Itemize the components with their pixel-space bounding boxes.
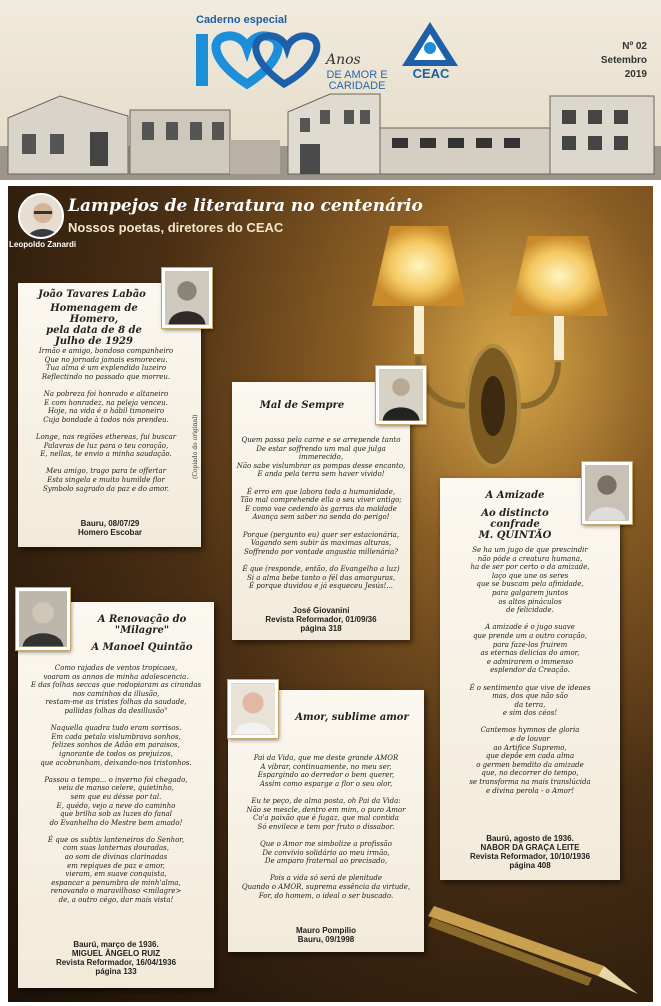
- portrait-photo-giovanini: [376, 366, 426, 424]
- poem-card-a-amizade: [440, 478, 620, 880]
- amor-line1: DE AMOR E: [326, 69, 388, 81]
- card-signature: Baurú, março de 1936. MIGUEL ÂNGELO RUIZ Revista Reformador, 16/04/1936 página 133: [55, 940, 177, 976]
- page-title: Lampejos de literatura no centenário: [68, 196, 423, 216]
- card-title-dedication: Ao distincto confrade M. QUINTÃO: [478, 508, 552, 541]
- card-title: Mal de Sempre: [259, 400, 345, 411]
- portrait-photo-nabor: [582, 462, 632, 524]
- edition-number: Nº 02: [622, 41, 647, 52]
- portrait-icon: [19, 591, 67, 647]
- portrait-photo-ruiz: [16, 588, 70, 650]
- card-signature: Baurú, agosto de 1936. NABOR DA GRAÇA LEITE Revista Reformador, 10/10/1936 página 408: [469, 834, 591, 870]
- card-title: Homenagem de Homero, pela data de 8 de Julho de 1929: [46, 303, 142, 347]
- edition-year: 2019: [624, 69, 647, 80]
- card-heading: João Tavares Labão: [38, 289, 146, 300]
- edition-info: [601, 40, 647, 82]
- card-signature: José Giovanini Revista Reformador, 01/09/36 página 318: [265, 606, 377, 633]
- portrait-icon: [231, 683, 275, 735]
- side-note: (Copiado do original): [192, 414, 199, 479]
- card-verses: Como rajadas de ventos tropicaes, voaram os annos de minha adolescencia. E das folhas seccas que rodopiaram as cirandas nos caminhos da illusão, restam-me as tristes folhas da saudade, pallidas folhas da desillusão" Naquella quadra tudo eram sorrisos. Em cada petala vislumbrava sonhos, felizes sonhos de Adão em paraisos, ignorante de todos os prejuizos, que acobrunham, deixando-nos tristonhos. Passou o tempo... o inverno foi chegado, veiu de manso celere, quietinho, sem que eu désse por tal. E, quédo, vejo a neve do caminho que brilha sob as luzes do fanal do Evanhelho do Mestre bem amado! É que os subtis lanteneiros do Senhor, com suas lanternas douradas, ao som de divinas clarinadas em repiques de paz e amor, vieram, em suave conquista, espancar a penumbra de minh'alma, renovando o maravilhoso <milagre> de, a outro cégo, dar mais vista!: [30, 664, 202, 905]
- portrait-photo-labao: [162, 268, 212, 328]
- buildings-photo: [0, 88, 661, 180]
- ceac-name: CEAC: [412, 66, 450, 81]
- anos-label: Anos: [326, 52, 361, 68]
- portrait-icon: [379, 369, 423, 421]
- card-verses: Pai da Vida, que me deste grande AMOR A vibrar, continuamente, no meu ser, Espargindo ao derredor o bem querer, Assim como esparge a flor o seu olor, Eu te peço, de alma posta, oh Pai da Vida: Não se mescle, dentro em mim, o puro Amor Co'a paixão que é fugaz, que mal contida Só envilece e tem por fruto o dissabor. Que o Amor me simbolize a profissão De convívio solidário ao meu irmão, De amparo fraternal ao precisado, Pois a vida só será de plenitude Quando o AMOR, suprema essência da virtude, For, do homem, o ideal o ser buscado.: [241, 754, 411, 900]
- card-title: A Amizade: [485, 490, 545, 501]
- card-title-dedication: A Manoel Quintão: [91, 642, 193, 653]
- card-verses: Quem passa pela carne e se arrepende tanto De estar soffrendo um mal que julga immerecido, Não sabe vislumbrar as pompas desse encanto, E anda pela terra sem haver vivido! É erro em que labora toda a humanidade, Tão mal comprehende ella o seu viver antigo; E como vae cedendo às garras da maldade Avança sem saber na senda do perigo! Porque (pergunto eu) quer ser estacionária, Vagando sem subir às maximas alturas, Soffrendo por vontade angustia millenária? É que (responde, então, do Evangelho a luz) Si a alma bebe tanto o fél das amarguras, É porque duvidou e já esqueceu Jesús!...: [236, 436, 406, 591]
- header-banner: [0, 0, 661, 180]
- ceac-logo-icon: [400, 20, 460, 68]
- card-verses: Irmão e amigo, bondoso companheiro Que no jornada jamais esmoreceu. Tua alma é um explendido luzeiro Reflectindo no passado que morreu. Na pobreza foi honrado e altaneiro E com honradez, na peleja venceu. Hoje, na vida é o hábil timoneiro Cuja bondade à todos nós prendeu. Longe, nas regiões ethereas, fui buscar Palavras de luz para o teu coração, E, nellas, te envio a minha saudação. Meu amigo, trago para te offertar Esta singela e muito humilde flor Symbolo sagrado da paz e do amor.: [35, 347, 177, 493]
- portrait-photo-pompilio: [228, 680, 278, 738]
- portrait-icon: [585, 465, 629, 521]
- card-title: A Renovação do "Milagre": [97, 614, 187, 636]
- poem-card-renovacao: [18, 602, 214, 988]
- edition-month: Setembro: [600, 55, 647, 66]
- portrait-icon: [165, 271, 209, 325]
- card-signature: Bauru, 08/07/29 Homero Escobar: [77, 519, 143, 537]
- amor-line2: CARIDADE: [328, 80, 386, 92]
- card-signature: Mauro Pompilio Bauru, 09/1998: [296, 926, 356, 944]
- caderno-label: Caderno especial: [196, 14, 288, 26]
- fountain-pen-illustration: [428, 886, 653, 1002]
- author-avatar: [18, 193, 64, 239]
- card-title: Amor, sublime amor: [295, 712, 409, 723]
- page-subtitle: Nossos poetas, diretores do CEAC: [68, 220, 284, 235]
- card-verses: Se ha um jugo de que prescindir não póde a creatura humana, ha de ser por certo o da amizade, laço que une os seres que se buscam pela afinidade, para galgarem juntos os altos pináculos de felicidade. A amizade é o jugo suave que prende um a outro coração, para faze-los fruirem as eternas delicias do amor, e admirarem o immenso esplendor da Creação. É o sentimento que vive de ideaes mas, dos que não são da terra, e sim dos céos! Cantemos hymnos de gloria e de louvor ao Artifice Supremo, que depôe em cada alma o germen bemdito da amizade que, no decorrer do tempo, se transforma na mais translúcida e divina perola - o Amor!: [469, 546, 591, 795]
- hundred-years-logo: [192, 26, 322, 92]
- author-name: Leopoldo Zanardi: [9, 240, 77, 249]
